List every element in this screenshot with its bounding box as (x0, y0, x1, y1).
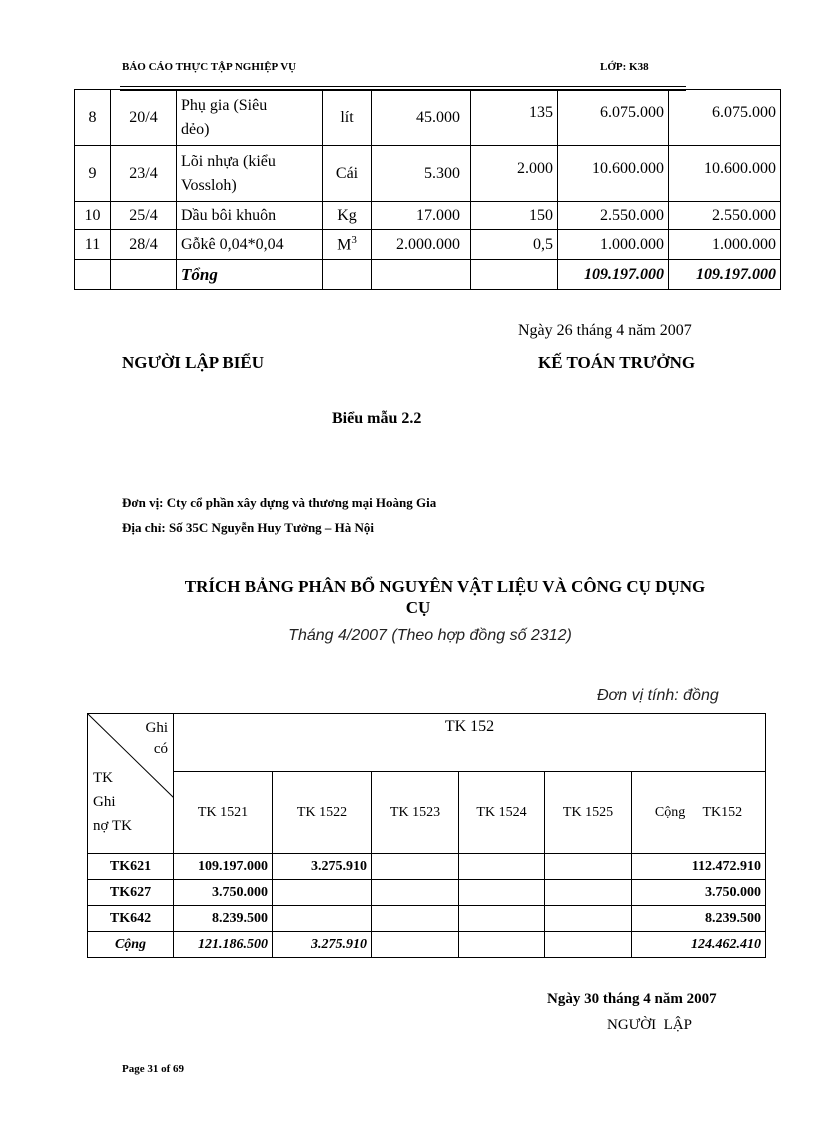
row-price: 45.000 (372, 90, 471, 146)
cell-total: 3.750.000 (632, 880, 766, 906)
page-footer: Page 31 of 69 (122, 1063, 185, 1075)
cell-1523 (372, 880, 459, 906)
table-row (88, 906, 766, 932)
row-amount: 2.550.000 (558, 202, 669, 230)
row-qty: 2.000 (471, 146, 558, 202)
corner-bottom-label: TK Ghi nợ TK (93, 770, 132, 834)
subtitle: Tháng 4/2007 (Theo hợp đồng số 2312) (288, 627, 572, 644)
table-row (88, 854, 766, 880)
cell-1522: 3.275.910 (273, 854, 372, 880)
total-label: Cộng (88, 932, 174, 958)
header-divider (120, 86, 686, 87)
report-header-class: LỚP: K38 (600, 61, 649, 73)
cell-total: 8.239.500 (632, 906, 766, 932)
cell-1522 (273, 906, 372, 932)
currency-note: Đơn vị tính: đồng (597, 687, 719, 704)
col-header: TK 1524 (459, 772, 545, 854)
cell-1525 (545, 906, 632, 932)
cell-1523 (372, 906, 459, 932)
table-row (75, 146, 781, 202)
cell-1521: 109.197.000 (174, 854, 273, 880)
row-price: 5.300 (372, 146, 471, 202)
signer-left: NGƯỜI LẬP BIỂU (122, 353, 265, 372)
row-desc: Lõi nhựa (kiểu Vossloh) (177, 146, 323, 202)
main-title-line1: TRÍCH BẢNG PHÂN BỔ NGUYÊN VẬT LIỆU VÀ CÔNG CỤ DỤNG (184, 577, 706, 596)
col-header: TK 1521 (174, 772, 273, 854)
col-header: Cộng TK152 (632, 772, 766, 854)
row-qty: 150 (471, 202, 558, 230)
corner-header-cell (88, 714, 174, 854)
row-unit: $M^3$ (323, 230, 372, 260)
total-label: Tổng (177, 260, 323, 290)
address-line: Địa chỉ: Số 35C Nguyễn Huy Tưởng – Hà Nội (122, 520, 375, 535)
row-desc: Phụ gia (Siêu dẻo) (177, 90, 323, 146)
row-desc: Gỗkê 0,04*0,04 (177, 230, 323, 260)
row-date: 28/4 (111, 230, 177, 260)
cell-total: 112.472.910 (632, 854, 766, 880)
main-title-line2: CỤ (405, 598, 431, 617)
account: TK642 (88, 906, 174, 932)
col-header: TK 1523 (372, 772, 459, 854)
cell-1522 (273, 880, 372, 906)
total-amount: 109.197.000 (558, 260, 669, 290)
row-unit: Cái (323, 146, 372, 202)
cell-1521: 8.239.500 (174, 906, 273, 932)
report-header-title: BÁO CÁO THỰC TẬP NGHIỆP VỤ (122, 61, 297, 73)
row-no: 9 (75, 146, 111, 202)
table-row (75, 202, 781, 230)
row-amount: 6.075.000 (558, 90, 669, 146)
row-no: 8 (75, 90, 111, 146)
signer-2: NGƯỜI LẬP (607, 1017, 692, 1033)
row-no: 10 (75, 202, 111, 230)
row-total: 2.550.000 (669, 202, 781, 230)
row-total: 6.075.000 (669, 90, 781, 146)
table-row (88, 880, 766, 906)
row-amount: 1.000.000 (558, 230, 669, 260)
row-price: 2.000.000 (372, 230, 471, 260)
signer-right: KẾ TOÁN TRƯỞNG (538, 353, 696, 372)
cell-1524 (459, 880, 545, 906)
total-1521: 121.186.500 (174, 932, 273, 958)
row-amount: 10.600.000 (558, 146, 669, 202)
total-grand: 124.462.410 (632, 932, 766, 958)
account: TK627 (88, 880, 174, 906)
row-date: 20/4 (111, 90, 177, 146)
row-no: 11 (75, 230, 111, 260)
materials-table (74, 89, 781, 290)
row-total: 1.000.000 (669, 230, 781, 260)
cell-1524 (459, 854, 545, 880)
row-total: 10.600.000 (669, 146, 781, 202)
cell-1525 (545, 880, 632, 906)
table-row (75, 230, 781, 260)
row-qty: 0,5 (471, 230, 558, 260)
account: TK621 (88, 854, 174, 880)
corner-top-label: Ghi có (145, 720, 168, 757)
row-qty: 135 (471, 90, 558, 146)
row-price: 17.000 (372, 202, 471, 230)
cell-1525 (545, 854, 632, 880)
row-desc: Dầu bôi khuôn (177, 202, 323, 230)
group-header: TK 152 (174, 714, 766, 772)
total-row (75, 260, 781, 290)
col-header: TK 1525 (545, 772, 632, 854)
table-header-row (88, 772, 766, 854)
cell-1524 (459, 906, 545, 932)
total-row (88, 932, 766, 958)
row-date: 25/4 (111, 202, 177, 230)
date-line-1: Ngày 26 tháng 4 năm 2007 (518, 322, 692, 339)
row-unit: Kg (323, 202, 372, 230)
allocation-table (87, 713, 766, 958)
date-line-2: Ngày 30 tháng 4 năm 2007 (547, 991, 717, 1007)
form-title: Biểu mẫu 2.2 (332, 410, 422, 427)
cell-1523 (372, 854, 459, 880)
cell-1521: 3.750.000 (174, 880, 273, 906)
table-row (75, 90, 781, 146)
table-header-row (88, 714, 766, 772)
row-date: 23/4 (111, 146, 177, 202)
total-total: 109.197.000 (669, 260, 781, 290)
row-unit: lít (323, 90, 372, 146)
total-1522: 3.275.910 (273, 932, 372, 958)
col-header: TK 1522 (273, 772, 372, 854)
unit-line: Đơn vị: Cty cổ phần xây dựng và thương mại Hoàng Gia (122, 495, 437, 510)
